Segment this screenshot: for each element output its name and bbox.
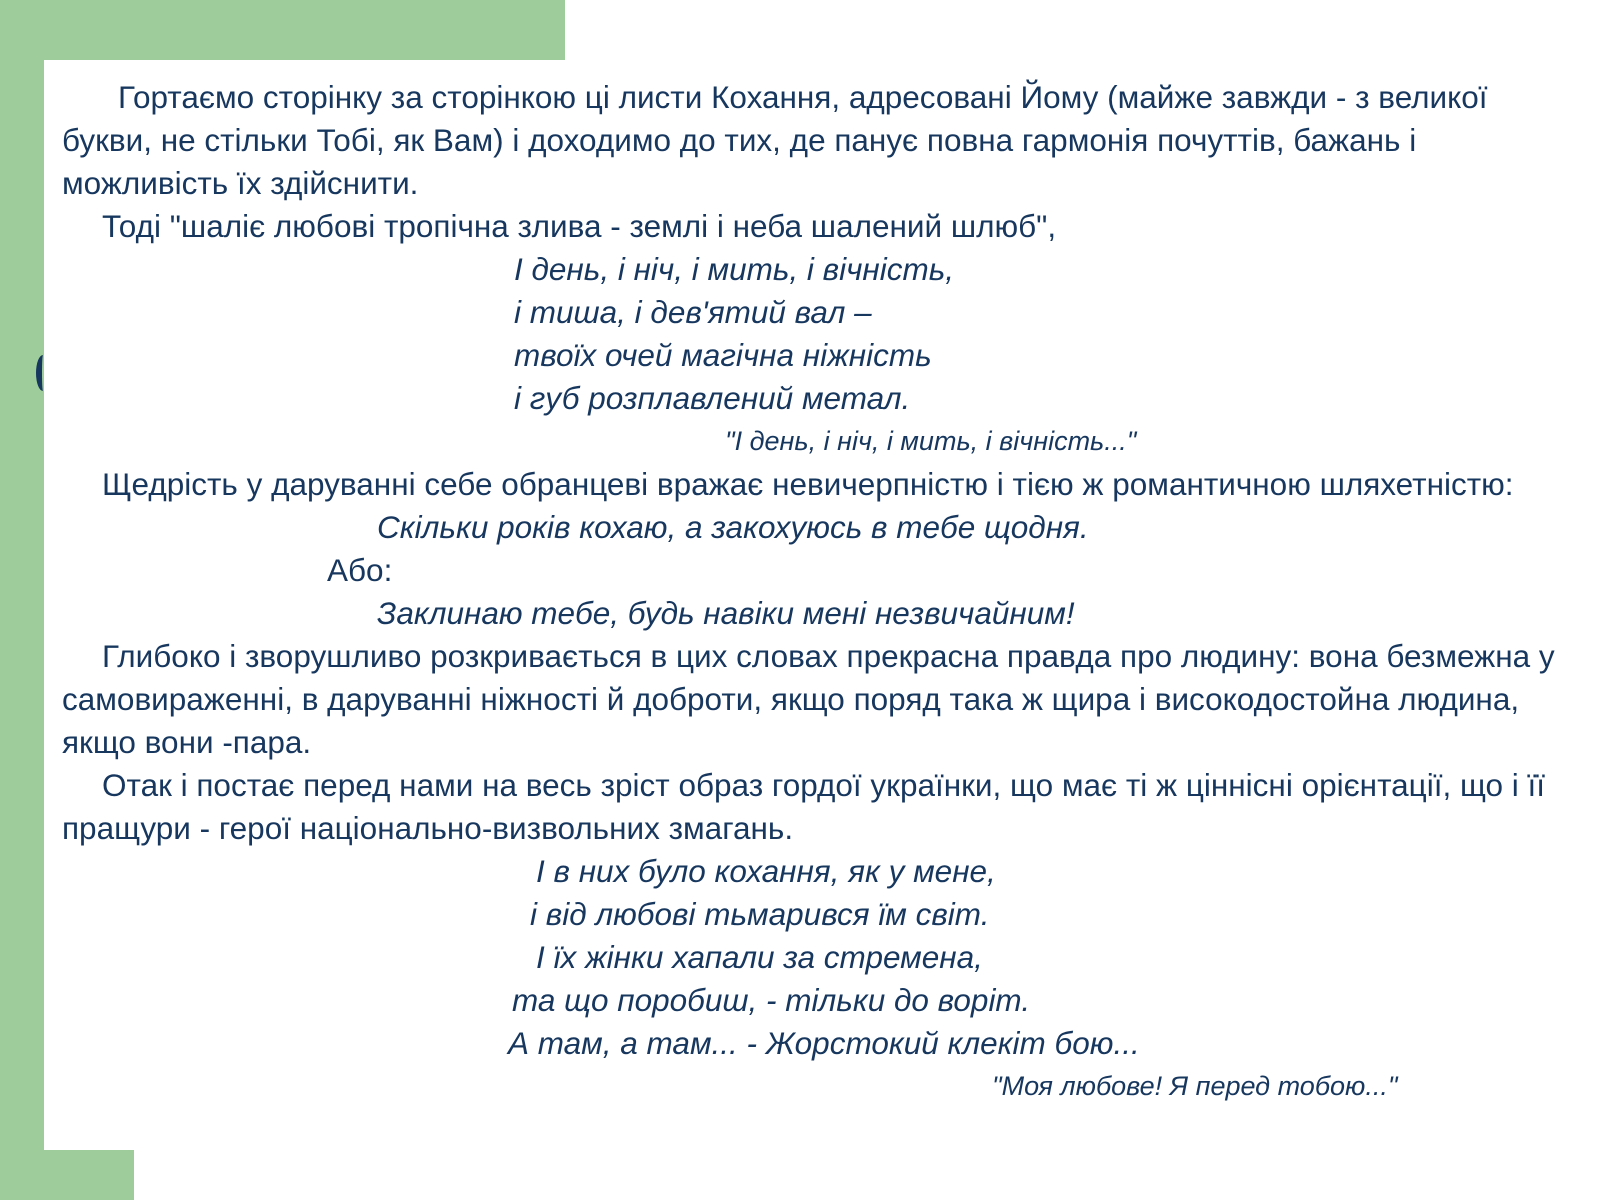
- paragraph-image: Отак і постає перед нами на весь зріст образ гордої українки, що має ті ж ціннісні орієнтації, що і її пращури - герої національно-визвольних змагань.: [62, 767, 1546, 846]
- poem-second-line: І їх жінки хапали за стремена,: [536, 939, 983, 975]
- poem-first-line: І день, і ніч, і мить, і вічність,: [514, 251, 955, 287]
- decorative-green-strip-left: [0, 0, 44, 1200]
- poem-first-source: "І день, і ніч, і мить, і вічність...": [725, 426, 1137, 456]
- poem-second-line: І в них було кохання, як у мене,: [536, 853, 996, 889]
- slide-text: [62, 76, 1562, 1108]
- decorative-green-block-top: [0, 0, 565, 62]
- poem-first-line: і тиша, і дев'ятий вал –: [514, 294, 872, 330]
- poem-first-line: і губ розплавлений метал.: [514, 380, 911, 416]
- poem-second-line: і від любові тьмарився їм світ.: [530, 896, 990, 932]
- paragraph-deeply: Глибоко і зворушливо розкривається в цих словах прекрасна правда про людину: вона безмежна у самовираженні, в даруванні ніжності й доброти, якщо поряд така ж щира і високодостойна людина, якщо вони -пара.: [62, 638, 1555, 760]
- poem-first: [62, 248, 1562, 420]
- word-or: Або:: [327, 552, 393, 588]
- decorative-green-block-bottom: [0, 1150, 134, 1200]
- paragraph-intro: Гортаємо сторінку за сторінкою ці листи Кохання, адресовані Йому (майже завжди - з великої букви, не стільки Тобі, як Вам) і доходимо до тих, де панує повна гармонія почуттів, бажань і можливість їх здійснити.: [62, 79, 1488, 201]
- poem-second-line: та що поробиш, - тільки до воріт.: [512, 982, 1031, 1018]
- paragraph-generosity: Щедрість у даруванні себе обранцеві вражає невичерпністю і тією ж романтичною шляхетністю:: [102, 466, 1514, 502]
- quote-first: Скільки років кохаю, а закохуюсь в тебе щодня.: [377, 509, 1089, 545]
- quote-second: Заклинаю тебе, будь навіки мені незвичайним!: [377, 595, 1075, 631]
- poem-second-source: "Моя любове! Я перед тобою...": [992, 1071, 1398, 1101]
- poem-first-line: твоїх очей магічна ніжність: [514, 337, 932, 373]
- poem-second-line: А там, а там... - Жорстокий клекіт бою...: [508, 1025, 1140, 1061]
- poem-second: [62, 850, 1562, 1065]
- paragraph-then: Тоді "шаліє любові тропічна злива - землі і неба шалений шлюб",: [102, 208, 1057, 244]
